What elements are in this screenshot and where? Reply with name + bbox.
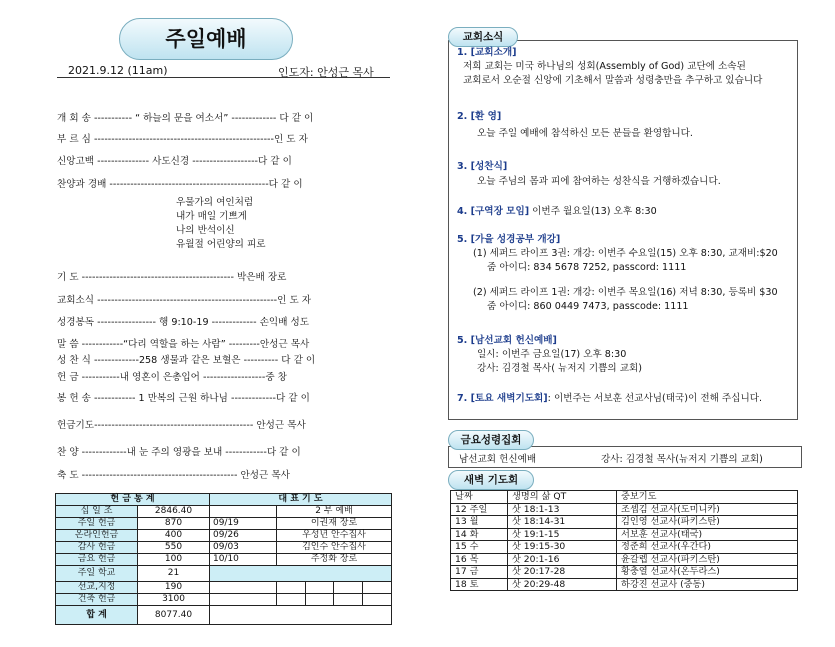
news-heading: 5. [가을 성경공부 개강]: [457, 234, 561, 245]
stats-amount: 190: [138, 582, 210, 594]
stats-total-label: 합 계: [56, 606, 138, 625]
order-item-creed: 신앙고백 --------------- 사도신경 -------------------다 같 이: [57, 156, 292, 167]
stats-amount: 870: [138, 518, 210, 530]
stats-amount: 2846.40: [138, 506, 210, 518]
news-item-intro: [457, 46, 762, 88]
duty-date: 09/03: [209, 542, 276, 554]
spacer: [457, 275, 778, 286]
news-item-cell-leaders: [457, 205, 657, 219]
news-item-saturday-dawn: [457, 392, 762, 406]
service-leader: 인도자: 안성근 목사: [278, 66, 374, 79]
table-cell: 윤갈렙 선교사(파키스탄): [617, 553, 798, 566]
stats-label: 금요 헌금: [56, 554, 138, 566]
news-tab: 교회소식: [448, 27, 518, 47]
table-row: [451, 503, 798, 516]
blank-cell: [209, 606, 391, 625]
prayer-meeting-speaker: 강사: 김경철 목사(뉴저지 기쁨의 교회): [601, 454, 763, 465]
order-item-offering: 헌 금 -----------내 영혼이 은총입어 ------------------중 창: [57, 372, 287, 383]
news-heading: 3. [성찬식]: [457, 161, 508, 172]
order-item-song: 찬 양 -------------내 눈 주의 영광을 보내 ------------다 같 이: [57, 447, 301, 458]
table-cell: 삿 18:1-13: [508, 503, 617, 516]
news-line: 이번주 월요일(13) 오후 8:30: [529, 206, 657, 217]
table-row: [451, 516, 798, 529]
news-line: 줌 아이디: 860 0449 7473, passcode: 1111: [487, 301, 689, 312]
stats-amount: 400: [138, 530, 210, 542]
stats-amount: 100: [138, 554, 210, 566]
table-cell: 조셉김 선교사(도미니카): [617, 503, 798, 516]
blank-cell: [209, 566, 391, 582]
table-header: 생명의 삶 QT: [508, 491, 617, 504]
news-line: (2) 세퍼드 라이프 1권: 개강: 이번주 목요일(16) 저녁 8:30, 등록비 $30: [473, 287, 778, 298]
prayer-meeting-tab: 금요성령집회: [448, 430, 534, 450]
news-item-communion: [457, 160, 721, 189]
news-heading: 2. [환 영]: [457, 111, 502, 122]
order-item-call: 부 르 심 ----------------------------------------------------인 도 자: [57, 134, 308, 145]
table-row: [451, 566, 798, 579]
duty-date: 09/26: [209, 530, 276, 542]
stats-amount: 21: [138, 566, 210, 582]
stats-title: 헌 금 통 계: [56, 494, 210, 506]
order-item-praise: 찬양과 경배 ----------------------------------------------다 같 이: [57, 179, 303, 190]
offering-stats-table: [55, 493, 392, 625]
service-date: 2021.9.12 (11am): [68, 64, 168, 77]
stats-amount: 550: [138, 542, 210, 554]
blank-cell: [362, 582, 391, 594]
table-row: [451, 578, 798, 591]
table-cell: 14 화: [451, 528, 508, 541]
news-line: 일시: 이번주 금요일(17) 오후 8:30: [477, 349, 627, 360]
duty-name: 주정화 장로: [276, 554, 391, 566]
page-title: 주일예배: [119, 18, 293, 60]
stats-amount: 3100: [138, 594, 210, 606]
stats-label: 주일 학교: [56, 566, 138, 582]
table-row: [451, 528, 798, 541]
order-item-sermon: 말 씀 ------------“다리 역할을 하는 사람” ---------안성근 목사: [57, 339, 310, 350]
table-cell: 삿 19:1-15: [508, 528, 617, 541]
order-item-benediction: 축 도 --------------------------------------------- 안성근 목사: [57, 470, 290, 481]
lyric-line: 유월절 어린양의 피로: [176, 239, 266, 250]
duty-date: [209, 506, 276, 518]
news-line: 오늘 주님의 몸과 피에 참여하는 성찬식을 거행하겠습니다.: [477, 176, 721, 187]
table-cell: 18 토: [451, 578, 508, 591]
blank-cell: [276, 582, 305, 594]
blank-cell: [334, 582, 363, 594]
table-cell: 서보훈 선교사(태국): [617, 528, 798, 541]
table-cell: 15 수: [451, 541, 508, 554]
stats-label: 선교,지정: [56, 582, 138, 594]
blank-cell: [209, 582, 276, 594]
stats-label: 감사 헌금: [56, 542, 138, 554]
news-line: (1) 세퍼드 라이프 3권: 개강: 이번주 수요일(15) 오후 8:30, 교재비:$20: [473, 248, 778, 259]
news-heading: 7. [토요 새벽기도회]: [457, 393, 548, 404]
order-item-offertory: 봉 헌 송 ------------ 1 만복의 근원 하나님 -------------다 같 이: [57, 393, 310, 404]
blank-cell: [305, 594, 334, 606]
duty-date: 09/19: [209, 518, 276, 530]
order-item-offering-prayer: 헌금기도---------------------------------------------- 안성근 목사: [57, 420, 306, 431]
table-cell: 삿 20:29-48: [508, 578, 617, 591]
table-cell: 삿 19:15-30: [508, 541, 617, 554]
duty-date: 10/10: [209, 554, 276, 566]
blank-cell: [362, 594, 391, 606]
news-heading: 4. [구역장 모임]: [457, 206, 530, 217]
news-item-mens-worship: [457, 334, 642, 376]
duty-name: 우성년 안수집사: [276, 530, 391, 542]
stats-label: 십 일 조: [56, 506, 138, 518]
prayer-meeting-title: 남선교회 헌신예배: [459, 454, 537, 465]
table-cell: 삿 18:14-31: [508, 516, 617, 529]
duty-name: 이권재 장로: [276, 518, 391, 530]
lyric-line: 우물가의 여인처럼: [176, 197, 254, 208]
duty-name: 김인수 안수집사: [276, 542, 391, 554]
table-cell: 삿 20:17-28: [508, 566, 617, 579]
order-item-opening-hymn: 개 회 송 ----------- “ 하늘의 문을 여소서” ------------- 다 같 이: [57, 113, 314, 124]
praise-lyrics: [176, 196, 266, 252]
table-cell: 정준희 선교사(우간다): [617, 541, 798, 554]
table-cell: 삿 20:1-16: [508, 553, 617, 566]
table-header: 날짜: [451, 491, 508, 504]
order-item-news: 교회소식 ----------------------------------------------------인 도 자: [57, 295, 312, 306]
news-line: 교회로서 오순절 신앙에 기초해서 말씀과 성령충만을 추구하고 있습니다: [463, 75, 763, 86]
news-heading: 1. [교회소개]: [457, 47, 517, 58]
news-item-bible-study: [457, 233, 778, 314]
table-cell: 13 월: [451, 516, 508, 529]
stats-total-amount: 8077.40: [138, 606, 210, 625]
news-line: 오늘 주일 예배에 참석하신 모든 분들을 환영합니다.: [477, 128, 693, 139]
lyric-line: 나의 반석이신: [176, 225, 235, 236]
order-item-scripture: 성경봉독 ----------------- 행 9:10-19 ------------- 손익배 성도: [57, 317, 310, 328]
table-cell: 12 주일: [451, 503, 508, 516]
stats-label: 건축 헌금: [56, 594, 138, 606]
news-item-welcome: [457, 110, 693, 141]
news-line: : 이번주는 서보훈 선교사님(태국)이 전해 주십니다.: [547, 393, 763, 404]
divider: [57, 77, 390, 78]
blank-cell: [334, 594, 363, 606]
stats-label: 온라인헌금: [56, 530, 138, 542]
duty-name: 2 부 예배: [276, 506, 391, 518]
news-line: 줌 아이디: 834 5678 7252, passcord: 1111: [487, 262, 687, 273]
blank-cell: [305, 582, 334, 594]
table-cell: 17 금: [451, 566, 508, 579]
table-cell: 김인영 선교사(파키스탄): [617, 516, 798, 529]
lyric-line: 내가 매일 기쁘게: [176, 211, 247, 222]
order-item-communion: 성 찬 식 -------------258 생물과 같은 보혈은 ---------- 다 같 이: [57, 355, 316, 366]
blank-cell: [276, 594, 305, 606]
duty-title: 대 표 기 도: [209, 494, 391, 506]
news-line: 저희 교회는 미국 하나님의 성회(Assembly of God) 교단에 소속된: [463, 61, 746, 72]
table-cell: 16 목: [451, 553, 508, 566]
dawn-prayer-table: [450, 490, 798, 591]
order-item-prayer: 기 도 -------------------------------------------- 박은배 장로: [57, 272, 287, 283]
table-row: [451, 553, 798, 566]
table-header: 중보기도: [617, 491, 798, 504]
table-cell: 하강진 선교사 (중동): [617, 578, 798, 591]
table-cell: 황충열 선교사(온두라스): [617, 566, 798, 579]
news-heading: 5. [남선교회 헌신예배]: [457, 335, 557, 346]
table-row: [451, 541, 798, 554]
stats-label: 주일 헌금: [56, 518, 138, 530]
news-line: 강사: 김경철 목사( 뉴저지 기쁨의 교회): [477, 363, 642, 374]
blank-cell: [209, 594, 276, 606]
dawn-prayer-tab: 새벽 기도회: [448, 470, 534, 490]
